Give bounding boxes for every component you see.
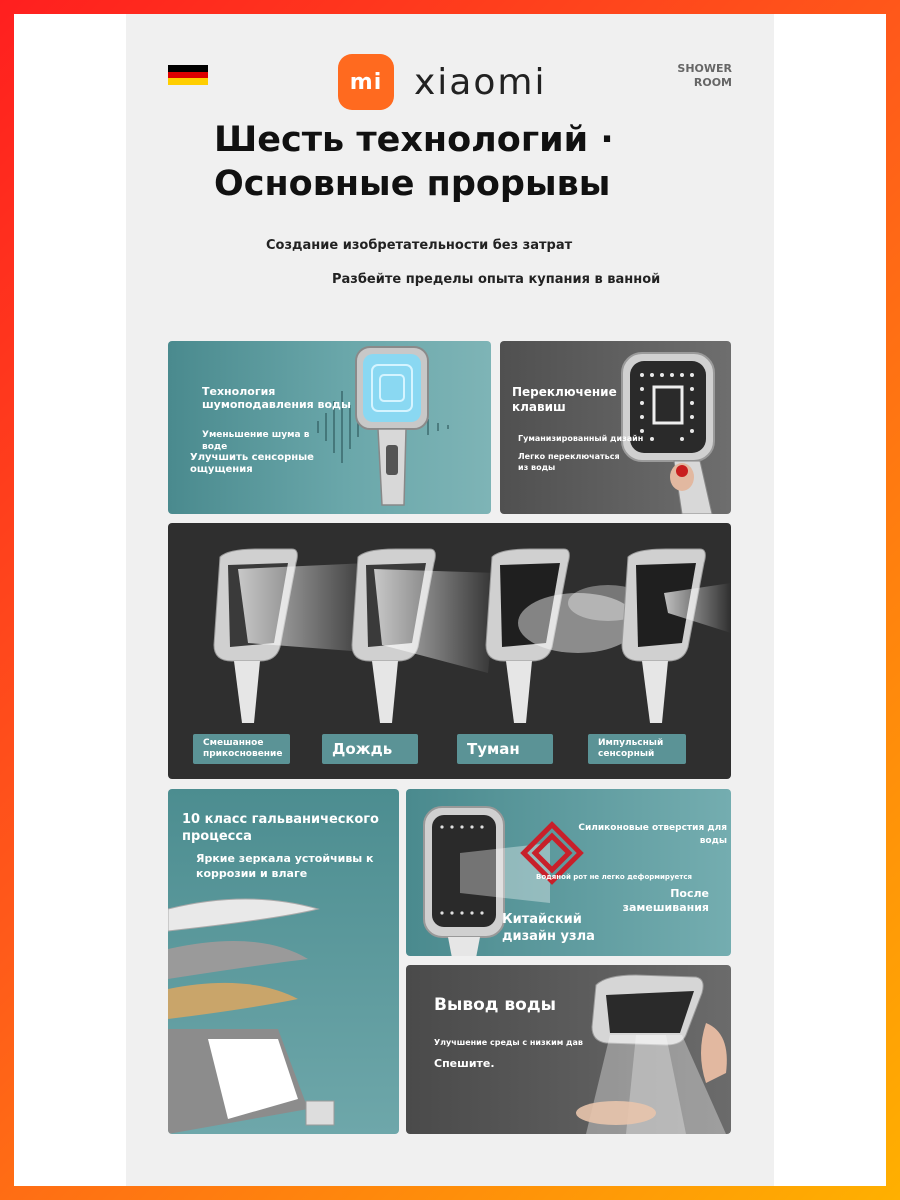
output-title: Вывод воды (434, 995, 556, 1015)
switch-title-line-2: клавиш (512, 400, 566, 414)
logo-mark: mi (349, 69, 383, 95)
switch-note-1: Гуманизированный дизайн (518, 434, 644, 443)
chinese-knot-panel (406, 789, 731, 956)
plating-title-line-2: процесса (182, 829, 252, 844)
key-switch-panel (500, 341, 731, 514)
mode-mist-label: Туман (457, 734, 553, 764)
noise-note-line-2: воде (202, 442, 228, 452)
mode-pulse-line-1: Импульсный (598, 738, 664, 748)
plating-panel (168, 789, 399, 1134)
page (14, 14, 886, 1186)
shower-head-icon (348, 345, 438, 510)
plating-note-line-1: Яркие зеркала устойчивы к (196, 852, 374, 865)
shower-room-label (677, 62, 732, 90)
shower-head-pulse (622, 549, 731, 723)
xiaomi-logo (338, 54, 394, 110)
brand-name: xiaomi (414, 62, 547, 103)
noise-note-line-1: Уменьшение шума в (202, 430, 310, 440)
knot-note1-line-2: воды (699, 836, 727, 846)
noise-note2-line-1: Улучшить сенсорные (190, 452, 314, 463)
shower-head-icon (620, 349, 730, 514)
water-output-panel (406, 965, 731, 1134)
switch-note-2 (518, 451, 620, 473)
mode-rain-label: Дождь (322, 734, 418, 764)
switch-note2-line-2: из воды (518, 463, 556, 472)
knot-note-2: Водяной рот не легко деформируется (536, 873, 692, 881)
knot-note3-line-1: После (670, 887, 709, 900)
shower-head-rain (352, 549, 498, 723)
noise-reduction-panel (168, 341, 491, 514)
pipe-cross-section-illustration (168, 889, 399, 1134)
headline (214, 118, 614, 206)
noise-title-line-2: шумоподавления воды (202, 398, 351, 411)
switch-title (512, 385, 617, 415)
knot-note1-line-1: Силиконовые отверстия для (578, 823, 727, 833)
knot-title (502, 911, 595, 945)
room-line-2: ROOM (693, 76, 732, 89)
spray-modes-panel (168, 523, 731, 779)
mode-pulse-line-2: сенсорный (598, 749, 655, 759)
knot-note-1 (578, 822, 727, 848)
knot-title-line-2: дизайн узла (502, 929, 595, 944)
plating-note-line-2: коррозии и влаге (196, 867, 308, 880)
output-note-2: Спешите. (434, 1057, 495, 1070)
germany-flag-icon (168, 65, 208, 85)
subtitle-1: Создание изобретательности без затрат (266, 238, 573, 253)
switch-note2-line-1: Легко переключаться (518, 452, 620, 461)
knot-note-3 (623, 887, 709, 915)
mode-mixed-label (193, 734, 290, 764)
room-line-1: SHOWER (677, 62, 732, 75)
headline-line-2: Основные прорывы (214, 164, 611, 204)
noise-note2-line-2: ощущения (190, 464, 253, 475)
noise-note-2 (190, 452, 314, 476)
noise-note (202, 429, 309, 453)
plating-title-line-1: 10 класс гальванического (182, 812, 379, 827)
plating-title (182, 811, 379, 845)
output-note-1: Улучшение среды с низким дав (434, 1038, 583, 1047)
headline-line-1: Шесть технологий · (214, 120, 614, 160)
water-output-illustration (556, 973, 731, 1134)
knot-note3-line-2: замешивания (622, 901, 709, 914)
mode-mixed-line-2: прикосновение (203, 749, 283, 759)
noise-title (202, 385, 351, 411)
knot-title-line-1: Китайский (502, 912, 582, 927)
mode-pulse-label (588, 734, 686, 764)
switch-title-line-1: Переключение (512, 385, 617, 399)
mode-mixed-line-1: Смешанное (203, 738, 264, 748)
subtitle-2: Разбейте пределы опыта купания в ванной (332, 272, 661, 287)
plating-note (196, 851, 374, 881)
noise-title-line-1: Технология (202, 385, 276, 398)
